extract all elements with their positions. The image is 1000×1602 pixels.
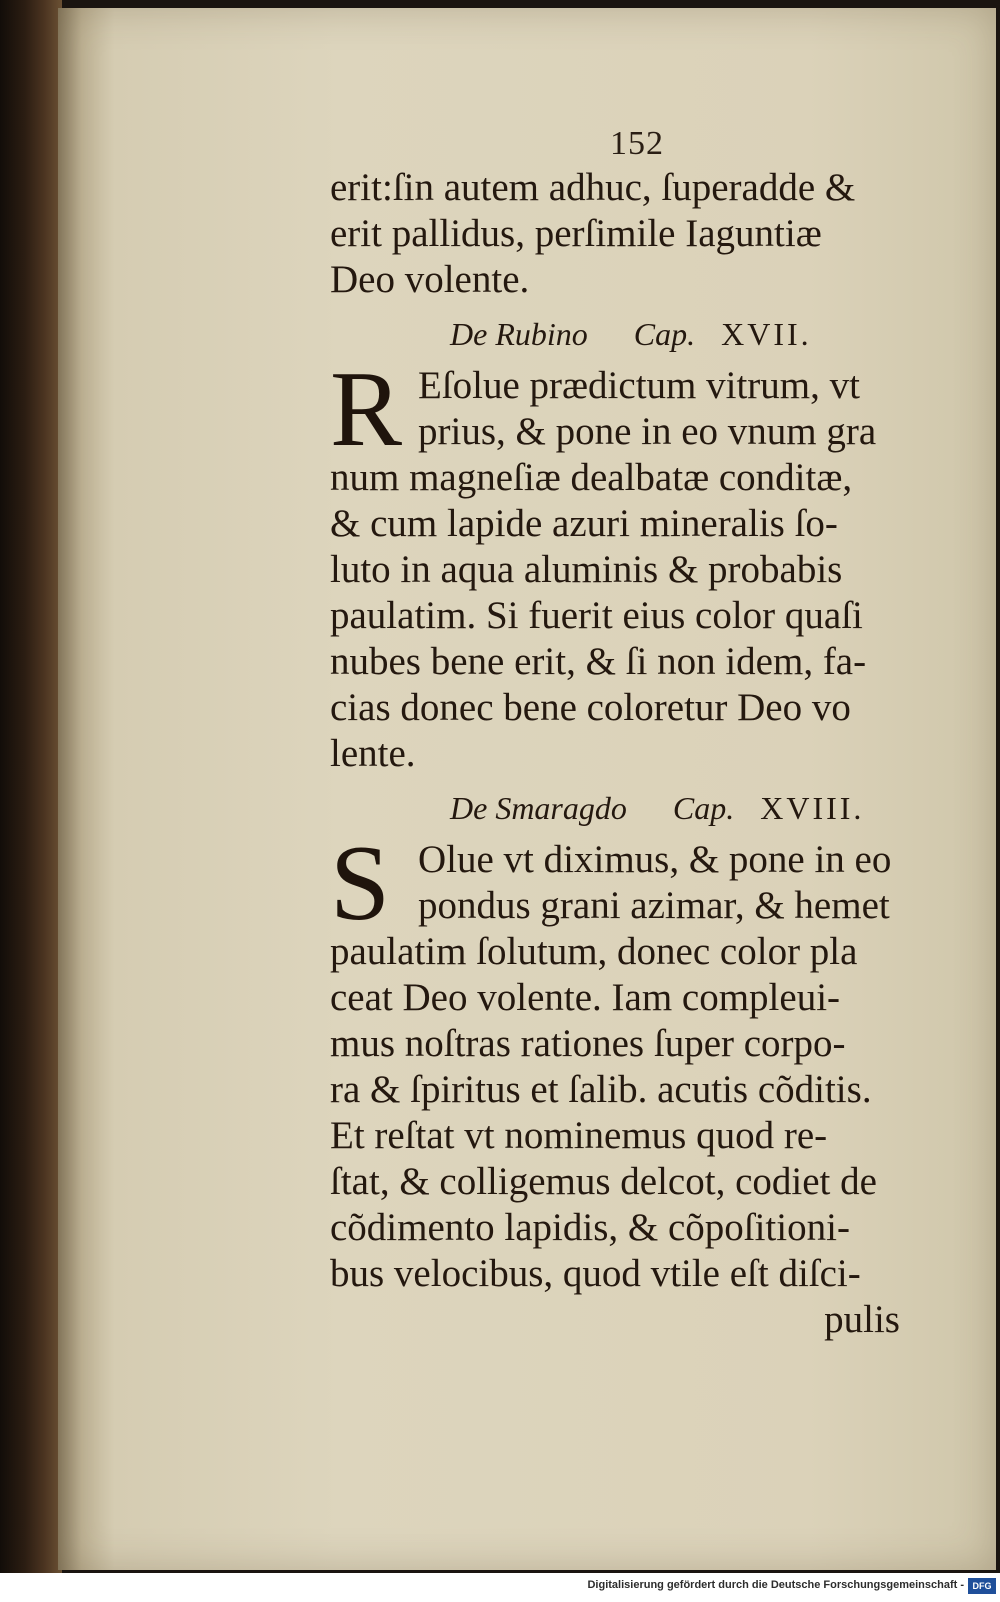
text-line: Et reſtat vt nominemus quod re- bbox=[330, 1114, 828, 1157]
text-line: Deo volente. bbox=[330, 258, 530, 301]
text-line: ſtat, & colligemus delcot, codiet de bbox=[330, 1160, 877, 1203]
chapter-cap-label: Cap. bbox=[633, 316, 696, 352]
page-number: 152 bbox=[610, 125, 664, 162]
chapter-title: De Rubino bbox=[450, 316, 588, 352]
text-line: cõdimento lapidis, & cõpoſitioni- bbox=[330, 1206, 850, 1249]
chapter-18-paragraph bbox=[330, 824, 960, 1343]
text-line: Eſolue prædictum vitrum, vt bbox=[418, 364, 860, 407]
chapter-17-paragraph bbox=[330, 350, 960, 777]
chapter-heading-17 bbox=[450, 311, 960, 357]
text-line: nubes bene erit, & ſi non idem, fa- bbox=[330, 640, 867, 683]
text-line: cias donec bene coloretur Deo vo bbox=[330, 686, 851, 729]
text-line: paulatim ſolutum, donec color pla bbox=[330, 930, 858, 973]
text-line: num magneſiæ dealbatæ conditæ, bbox=[330, 456, 853, 499]
dfg-logo: DFG bbox=[968, 1578, 996, 1594]
text-line: ceat Deo volente. Iam compleui- bbox=[330, 976, 841, 1019]
text-line: erit:ſin autem adhuc, ſuperadde & bbox=[330, 166, 856, 209]
digitization-footer bbox=[0, 1573, 1000, 1602]
book-cover-edge bbox=[0, 0, 62, 1602]
text-line: prius, & pone in eo vnum gra bbox=[418, 410, 877, 453]
drop-cap: R bbox=[330, 350, 403, 469]
chapter-cap-label: Cap. bbox=[672, 790, 735, 826]
text-line: paulatim. Si fuerit eius color quaſi bbox=[330, 594, 863, 637]
text-line: mus noſtras rationes ſuper corpo- bbox=[330, 1022, 846, 1065]
text-line: & cum lapide azuri mineralis ſo- bbox=[330, 502, 838, 545]
text-line: bus velocibus, quod vtile eſt diſci- bbox=[330, 1252, 861, 1295]
chapter-heading-18 bbox=[450, 785, 960, 831]
text-line: pondus grani azimar, & hemet bbox=[418, 884, 890, 927]
text-line: erit pallidus, perſimile Iaguntiæ bbox=[330, 212, 822, 255]
text-line: ra & ſpiritus et ſalib. acutis cõditis. bbox=[330, 1068, 872, 1111]
text-line: Olue vt diximus, & pone in eo bbox=[418, 838, 892, 881]
chapter-number: XVIII. bbox=[760, 790, 865, 826]
chapter-number: XVII. bbox=[721, 316, 812, 352]
page-text bbox=[330, 165, 960, 1343]
catchword: pulis bbox=[824, 1298, 900, 1341]
text-line: luto in aqua aluminis & probabis bbox=[330, 548, 843, 591]
chapter-title: De Smaragdo bbox=[450, 790, 627, 826]
text-line: lente. bbox=[330, 732, 416, 775]
footer-credit: Digitalisierung gefördert durch die Deutsche Forschungsgemeinschaft - bbox=[587, 1579, 964, 1591]
drop-cap: S bbox=[330, 824, 391, 943]
